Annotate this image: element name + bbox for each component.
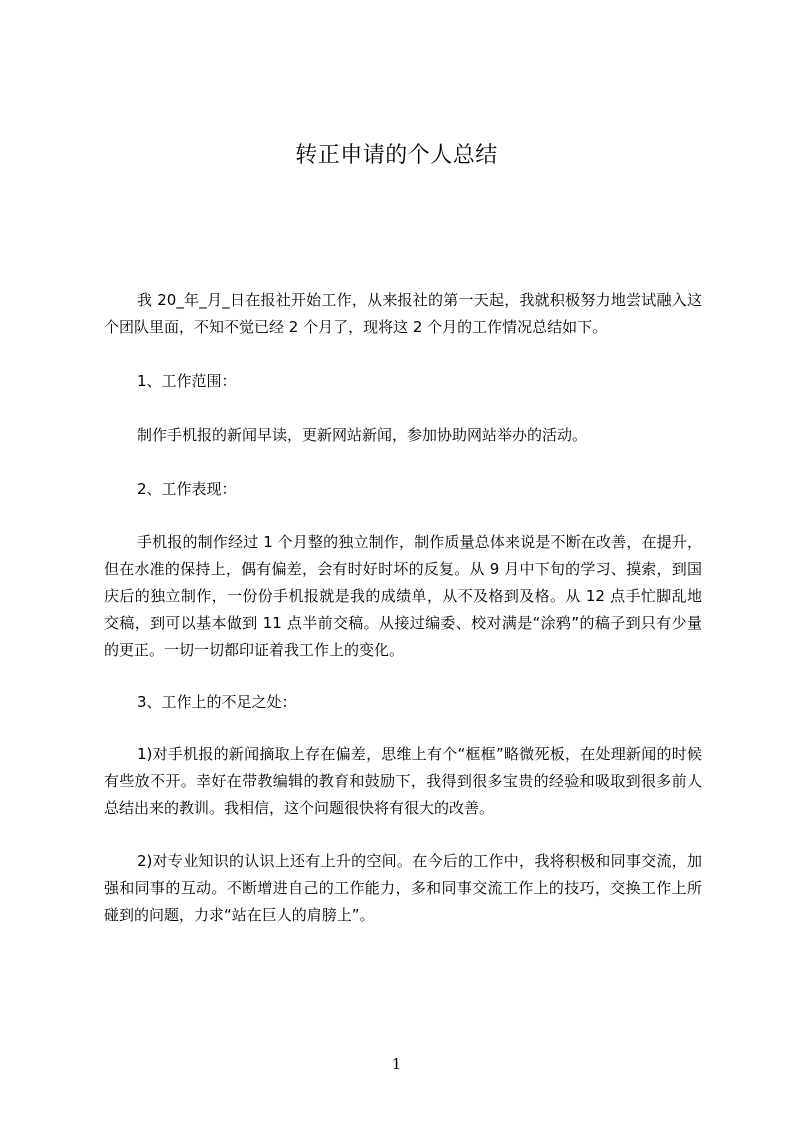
page-number: 1 — [391, 1055, 402, 1073]
section-heading-work-scope: 1、工作范围： — [137, 372, 237, 390]
section-heading-shortcomings: 3、工作上的不足之处： — [137, 693, 297, 711]
work-performance-paragraph: 手机报的制作经过 1 个月整的独立制作，制作质量总体来说是不断在改善，在提升，但在水准的保持上，偶有偏差，会有时好时坏的反复。从 9 月中下旬的学习、摸索，到国庆后的独立制作，一份份手机报就是我的成绩单，从不及格到及格。从 12 点手忙脚乱地交稿，到可以基本做到 11 点半前交稿。从接过编委、校对满是“涂鸦”的稿子到只有少量的更正。一切一切都印证着我工作上的变化。 — [104, 533, 702, 659]
shortcoming-item-2: 2)对专业知识的认识上还有上升的空间。在今后的工作中，我将积极和同事交流，加强和同事的互动。不断增进自己的工作能力，多和同事交流工作上的技巧，交换工作上所碰到的问题，力求“站在巨人的肩膀上”。 — [104, 852, 702, 924]
work-scope-paragraph: 制作手机报的新闻早读，更新网站新闻，参加协助网站举办的活动。 — [137, 426, 588, 444]
intro-paragraph: 我 20_年_月_日在报社开始工作，从来报社的第一天起，我就积极努力地尝试融入这个团队里面，不知不觉已经 2 个月了，现将这 2 个月的工作情况总结如下。 — [104, 291, 702, 336]
shortcoming-item-1: 1)对手机报的新闻摘取上存在偏差，思维上有个“框框”略微死板，在处理新闻的时候有些放不开。幸好在带教编辑的教育和鼓励下，我得到很多宝贵的经验和吸取到很多前人总结出来的教训。我相信，这个问题很快将有很大的改善。 — [104, 745, 702, 817]
document-title: 转正申请的个人总结 — [295, 143, 498, 168]
section-heading-work-performance: 2、工作表现： — [137, 480, 237, 498]
